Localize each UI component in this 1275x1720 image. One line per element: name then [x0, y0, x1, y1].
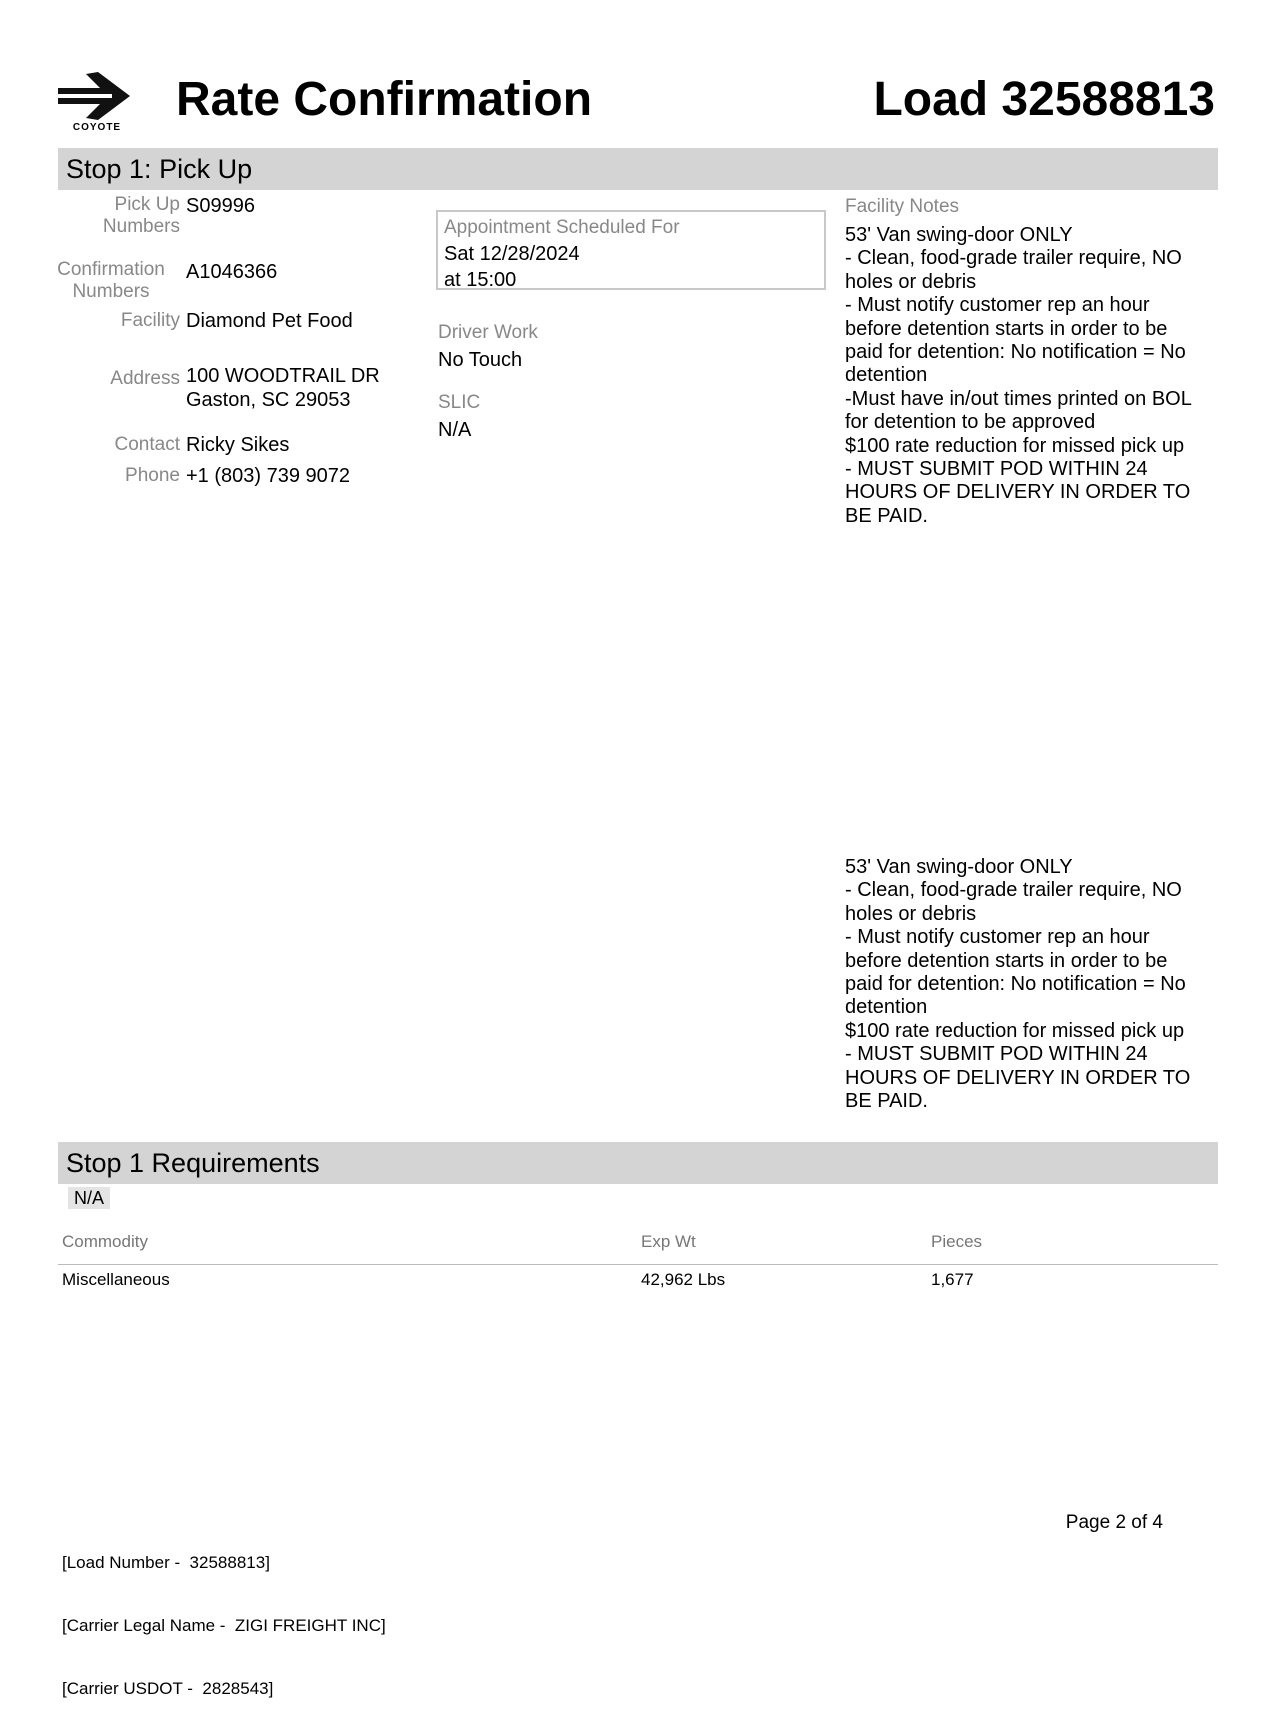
coyote-logo-icon — [56, 72, 136, 122]
footer-carrier-name: [Carrier Legal Name - ZIGI FREIGHT INC] — [62, 1616, 386, 1635]
coyote-logo — [56, 72, 136, 134]
phone-value: +1 (803) 739 9072 — [186, 465, 351, 487]
facility-value: Diamond Pet Food — [186, 310, 353, 332]
address-label: Address — [110, 368, 180, 389]
requirements-heading: Stop 1 Requirements — [58, 1142, 1218, 1184]
contact-value: Ricky Sikes — [186, 434, 290, 456]
footer-carrier-usdot: [Carrier USDOT - 2828543] — [62, 1679, 274, 1698]
appointment-time: at 15:00 — [444, 269, 517, 291]
facility-notes-label: Facility Notes — [845, 196, 960, 217]
pieces-cell: 1,677 — [931, 1270, 974, 1289]
table-rule — [58, 1264, 1218, 1265]
confirmation-numbers-label: Confirmation Numbers — [57, 259, 165, 302]
pieces-header: Pieces — [931, 1232, 983, 1251]
footer-load-number: [Load Number - 32588813] — [62, 1553, 270, 1572]
address-value: 100 WOODTRAIL DR Gaston, SC 29053 — [186, 365, 380, 411]
footer-info — [62, 1510, 386, 1720]
page-title: Rate Confirmation — [176, 73, 593, 126]
commodity-header: Commodity — [62, 1232, 148, 1251]
load-number: Load 32588813 — [873, 73, 1215, 126]
logo-text: COYOTE — [72, 122, 122, 133]
facility-label: Facility — [120, 310, 180, 331]
pickup-numbers-label: Pick Up Numbers — [102, 194, 180, 237]
driver-work-value: No Touch — [438, 349, 523, 371]
page-number: Page 2 of 4 — [1065, 1512, 1163, 1533]
slic-label: SLIC — [438, 392, 481, 413]
confirmation-numbers-value: A1046366 — [186, 261, 278, 283]
pickup-numbers-value: S09996 — [186, 195, 255, 217]
stop-heading: Stop 1: Pick Up — [58, 148, 1218, 190]
slic-value: N/A — [438, 419, 472, 441]
driver-work-label: Driver Work — [438, 322, 538, 343]
commodity-cell: Miscellaneous — [62, 1270, 170, 1289]
exp-wt-cell: 42,962 Lbs — [641, 1270, 726, 1289]
exp-wt-header: Exp Wt — [641, 1232, 696, 1251]
contact-label: Contact — [114, 434, 180, 455]
stop-notes: 53' Van swing-door ONLY - Clean, food-grade trailer require, NO holes or debris - Must notify customer rep an hour before detention starts in order to be paid for detention: No notification = No detention $100 rate reduction for missed pick up - MUST SUBMIT POD WITHIN 24 HOURS OF DELIVERY IN ORDER TO BE PAID. — [845, 856, 1191, 1113]
facility-notes: 53' Van swing-door ONLY - Clean, food-grade trailer require, NO holes or debris - Must notify customer rep an hour before detention starts in order to be paid for detention: No notification = No detention -Must have in/out times printed on BOL for detention to be approved $100 rate reduction for missed pick up - MUST SUBMIT POD WITHIN 24 HOURS OF DELIVERY IN ORDER TO BE PAID. — [845, 224, 1192, 527]
appointment-date: Sat 12/28/2024 — [444, 243, 580, 265]
appointment-box — [436, 210, 826, 290]
requirements-value: N/A — [68, 1187, 110, 1209]
appointment-label: Appointment Scheduled For — [444, 217, 680, 238]
phone-label: Phone — [125, 465, 180, 486]
